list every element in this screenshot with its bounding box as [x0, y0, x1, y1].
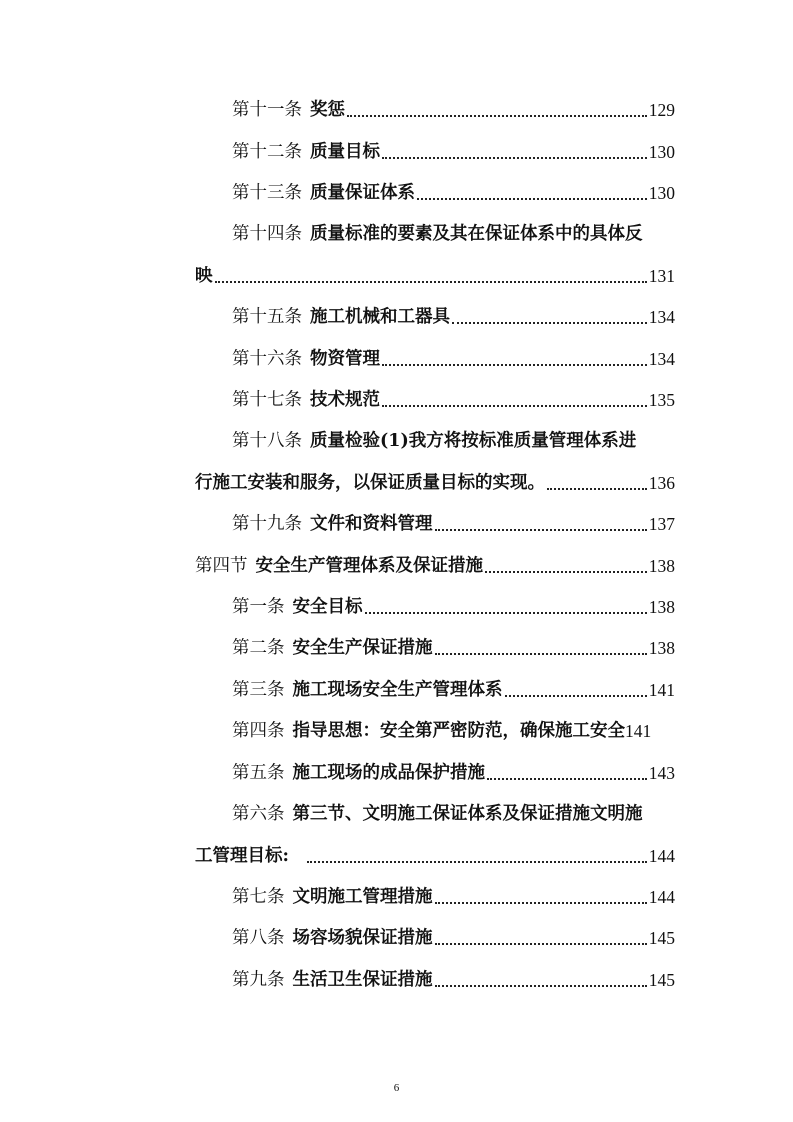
toc-entry-title: 物资管理	[310, 349, 380, 369]
toc-entry[interactable]	[232, 386, 675, 414]
toc-entry-title: 质量检验(1)我方将按标准质量管理体系进	[310, 431, 637, 451]
toc-entry-page: 137	[648, 514, 675, 534]
toc-entry-page: 134	[648, 307, 675, 327]
dot-leader	[347, 111, 647, 117]
toc-section-number: 第四节	[195, 556, 248, 576]
dot-leader	[215, 277, 647, 283]
toc-entry-title: 文件和资料管理	[310, 514, 433, 534]
toc-entry-page: 130	[648, 142, 675, 162]
toc-entry[interactable]	[232, 179, 675, 207]
toc-entry-number: 第七条	[232, 887, 285, 907]
toc-entry-page: 145	[648, 970, 675, 990]
toc-entry-title: 施工现场的成品保护措施	[292, 763, 485, 783]
toc-entry-number: 第四条	[232, 721, 285, 741]
toc-entry-number: 第十八条	[232, 431, 302, 451]
toc-entry-title: 奖惩	[310, 100, 345, 120]
toc-entry-number: 第十三条	[232, 183, 302, 203]
toc-entry[interactable]	[232, 924, 675, 952]
toc-entry-page: 144	[648, 887, 675, 907]
toc-entry-page: 145	[648, 928, 675, 948]
toc-entry-page: 144	[648, 846, 675, 866]
dot-leader	[435, 939, 647, 945]
toc-entry-number: 第三条	[232, 680, 285, 700]
toc-entry[interactable]	[232, 593, 675, 621]
page-number: 6	[393, 1082, 400, 1094]
toc-entry-number: 第六条	[232, 804, 285, 824]
toc-entry[interactable]	[232, 510, 675, 538]
dot-leader	[382, 401, 647, 407]
toc-entry-page: 134	[648, 349, 675, 369]
toc-entry-number: 第十七条	[232, 390, 302, 410]
toc-entry-page: 141	[625, 721, 652, 741]
toc-entry-page: 143	[648, 763, 675, 783]
toc-entry-number: 第八条	[232, 928, 285, 948]
toc-entry-title: 工管理目标:	[195, 846, 289, 866]
dot-leader	[365, 608, 647, 614]
toc-entry-continuation[interactable]	[195, 262, 675, 290]
toc-entry-page: 138	[648, 556, 675, 576]
dot-leader	[547, 484, 647, 490]
toc-entry[interactable]	[232, 427, 675, 455]
toc-section-title: 安全生产管理体系及保证措施	[255, 556, 483, 576]
toc-entry-title: 生活卫生保证措施	[292, 970, 433, 990]
toc-entry-title: 映	[195, 266, 213, 286]
toc-entry-number: 第二条	[232, 638, 285, 658]
toc-entry[interactable]	[232, 676, 675, 704]
toc-entry-number: 第十二条	[232, 142, 302, 162]
toc-entry-title: 场容场貌保证措施	[292, 928, 433, 948]
dot-leader	[487, 774, 647, 780]
dot-leader	[435, 525, 647, 531]
toc-entry[interactable]	[232, 883, 675, 911]
toc-entry-number: 第十九条	[232, 514, 302, 534]
dot-leader	[435, 898, 647, 904]
toc-entry-page: 138	[648, 597, 675, 617]
toc-entry-title: 文明施工管理措施	[292, 887, 433, 907]
toc-entry-title: 技术规范	[310, 390, 380, 410]
toc-entry-number: 第五条	[232, 763, 285, 783]
toc-entry-title: 安全生产保证措施	[292, 638, 433, 658]
toc-entry[interactable]	[232, 303, 675, 331]
toc-entry[interactable]	[232, 138, 675, 166]
toc-entry-page: 129	[648, 100, 675, 120]
toc-entry-title: 第三节、文明施工保证体系及保证措施文明施	[292, 804, 643, 824]
toc-entry-title: 指导思想：安全第严密防范，确保施工安全	[292, 721, 625, 741]
toc-entry-continuation[interactable]	[195, 842, 675, 870]
toc-entry[interactable]	[232, 759, 675, 787]
dot-leader	[435, 981, 647, 987]
dot-leader	[435, 649, 647, 655]
toc-entry-number: 第十六条	[232, 349, 302, 369]
toc-entry-page: 138	[648, 638, 675, 658]
toc-entry-page: 135	[648, 390, 675, 410]
toc-entry-title: 质量保证体系	[310, 183, 415, 203]
toc-entry[interactable]	[232, 966, 675, 994]
dot-leader	[382, 360, 647, 366]
dot-leader	[452, 318, 647, 324]
toc-entry-page: 136	[648, 473, 675, 493]
toc-entry[interactable]	[232, 345, 675, 373]
toc-entry-number: 第九条	[232, 970, 285, 990]
toc-entry-title: 质量目标	[310, 142, 380, 162]
toc-entry-number: 第十一条	[232, 100, 302, 120]
toc-entry[interactable]	[232, 717, 682, 745]
dot-leader	[307, 857, 647, 863]
toc-entry-title: 安全目标	[292, 597, 363, 617]
toc-entry[interactable]	[232, 634, 675, 662]
toc-entry-page: 131	[648, 266, 675, 286]
dot-leader	[485, 567, 647, 573]
toc-entry-continuation[interactable]	[195, 469, 675, 497]
dot-leader	[382, 153, 647, 159]
toc-entry-number: 第十四条	[232, 224, 302, 244]
toc-entry-title: 施工机械和工器具	[310, 307, 450, 327]
dot-leader	[505, 691, 647, 697]
toc-entry-page: 130	[648, 183, 675, 203]
toc-entry-page: 141	[648, 680, 675, 700]
toc-entry-number: 第十五条	[232, 307, 302, 327]
toc-entry[interactable]	[232, 96, 675, 124]
dot-leader	[417, 194, 647, 200]
toc-entry-title: 行施工安装和服务，以保证质量目标的实现。	[195, 473, 545, 493]
toc-entry[interactable]	[232, 800, 675, 828]
toc-entry-title: 质量标准的要素及其在保证体系中的具体反	[310, 224, 643, 244]
toc-entry[interactable]	[232, 220, 675, 248]
toc-entry-number: 第一条	[232, 597, 285, 617]
toc-section-entry[interactable]	[195, 552, 675, 580]
toc-entry-title: 施工现场安全生产管理体系	[292, 680, 503, 700]
